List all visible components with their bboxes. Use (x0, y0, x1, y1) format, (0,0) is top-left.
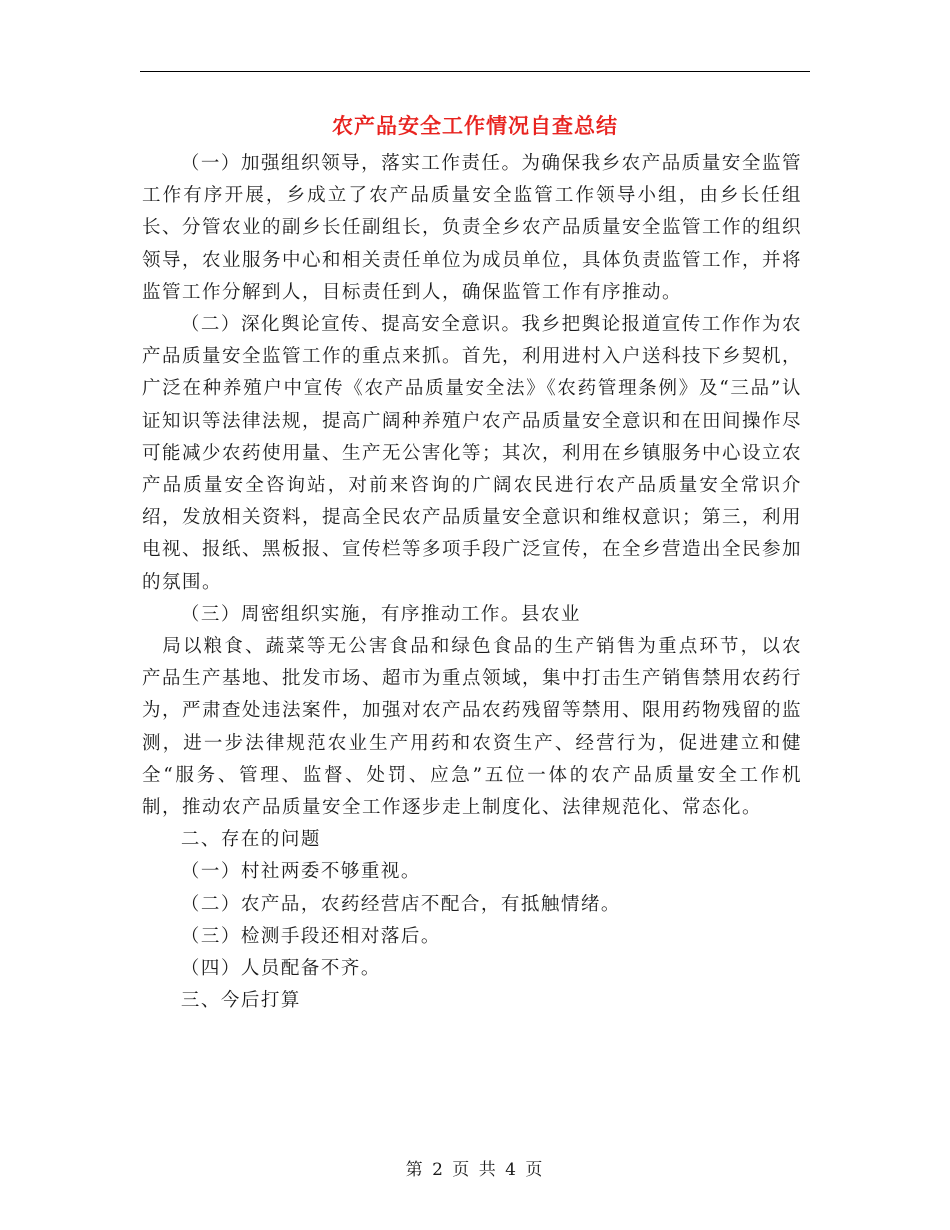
paragraph-1: （一）加强组织领导，落实工作责任。为确保我乡农产品质量安全监管工作有序开展，乡成立了农产品质量安全监管工作领导小组，由乡长任组长、分管农业的副乡长任副组长，负责全乡农产品质量安全监管工作的组织领导，农业服务中心和相关责任单位为成员单位，具体负责监管工作，并将监管工作分解到人，目标责任到人，确保监管工作有序推动。 (142, 153, 803, 303)
problem-item-4: （四）人员配备不齐。 (180, 958, 381, 980)
document-body (142, 148, 802, 1017)
header-rule (140, 71, 810, 72)
page-footer: 第 2 页 共 4 页 (405, 1160, 545, 1180)
paragraph-4: 局以粮食、蔬菜等无公害食品和绿色食品的生产销售为重点环节，以农产品生产基地、批发市场、超市为重点领域，集中打击生产销售禁用农药行为，严肃查处违法案件，加强对农产品农药残留等禁用、限用药物残留的监测，进一步法律规范农业生产用药和农资生产、经营行为，促进建立和健全“服务、管理、监督、处罚、应急”五位一体的农产品质量安全工作机制，推动农产品质量安全工作逐步走上制度化、法律规范化、常态化。 (142, 636, 803, 819)
section-heading-plans: 三、今后打算 (180, 990, 301, 1012)
problem-item-1: （一）村社两委不够重视。 (180, 861, 421, 883)
problem-item-2: （二）农产品，农药经营店不配合，有抵触情绪。 (180, 893, 621, 915)
paragraph-2: （二）深化舆论宣传、提高安全意识。我乡把舆论报道宣传工作作为农产品质量安全监管工作的重点来抓。首先，利用进村入户送科技下乡契机，广泛在种养殖户中宣传《农产品质量安全法》《农药管理条例》及“三品”认证知识等法律法规，提高广阔种养殖户农产品质量安全意识和在田间操作尽可能减少农药使用量、生产无公害化等；其次，利用在乡镇服务中心设立农产品质量安全咨询站，对前来咨询的广阔农民进行农产品质量安全常识介绍，发放相关资料，提高全民农产品质量安全意识和维权意识；第三，利用电视、报纸、黑板报、宣传栏等多项手段广泛宣传，在全乡营造出全民参加的氛围。 (142, 314, 803, 593)
problem-item-3: （三）检测手段还相对落后。 (180, 925, 441, 947)
paragraph-3: （三）周密组织实施，有序推动工作。县农业 (180, 603, 581, 625)
section-heading-problems: 二、存在的问题 (180, 829, 321, 851)
document-title: 农产品安全工作情况自查总结 (332, 114, 618, 138)
